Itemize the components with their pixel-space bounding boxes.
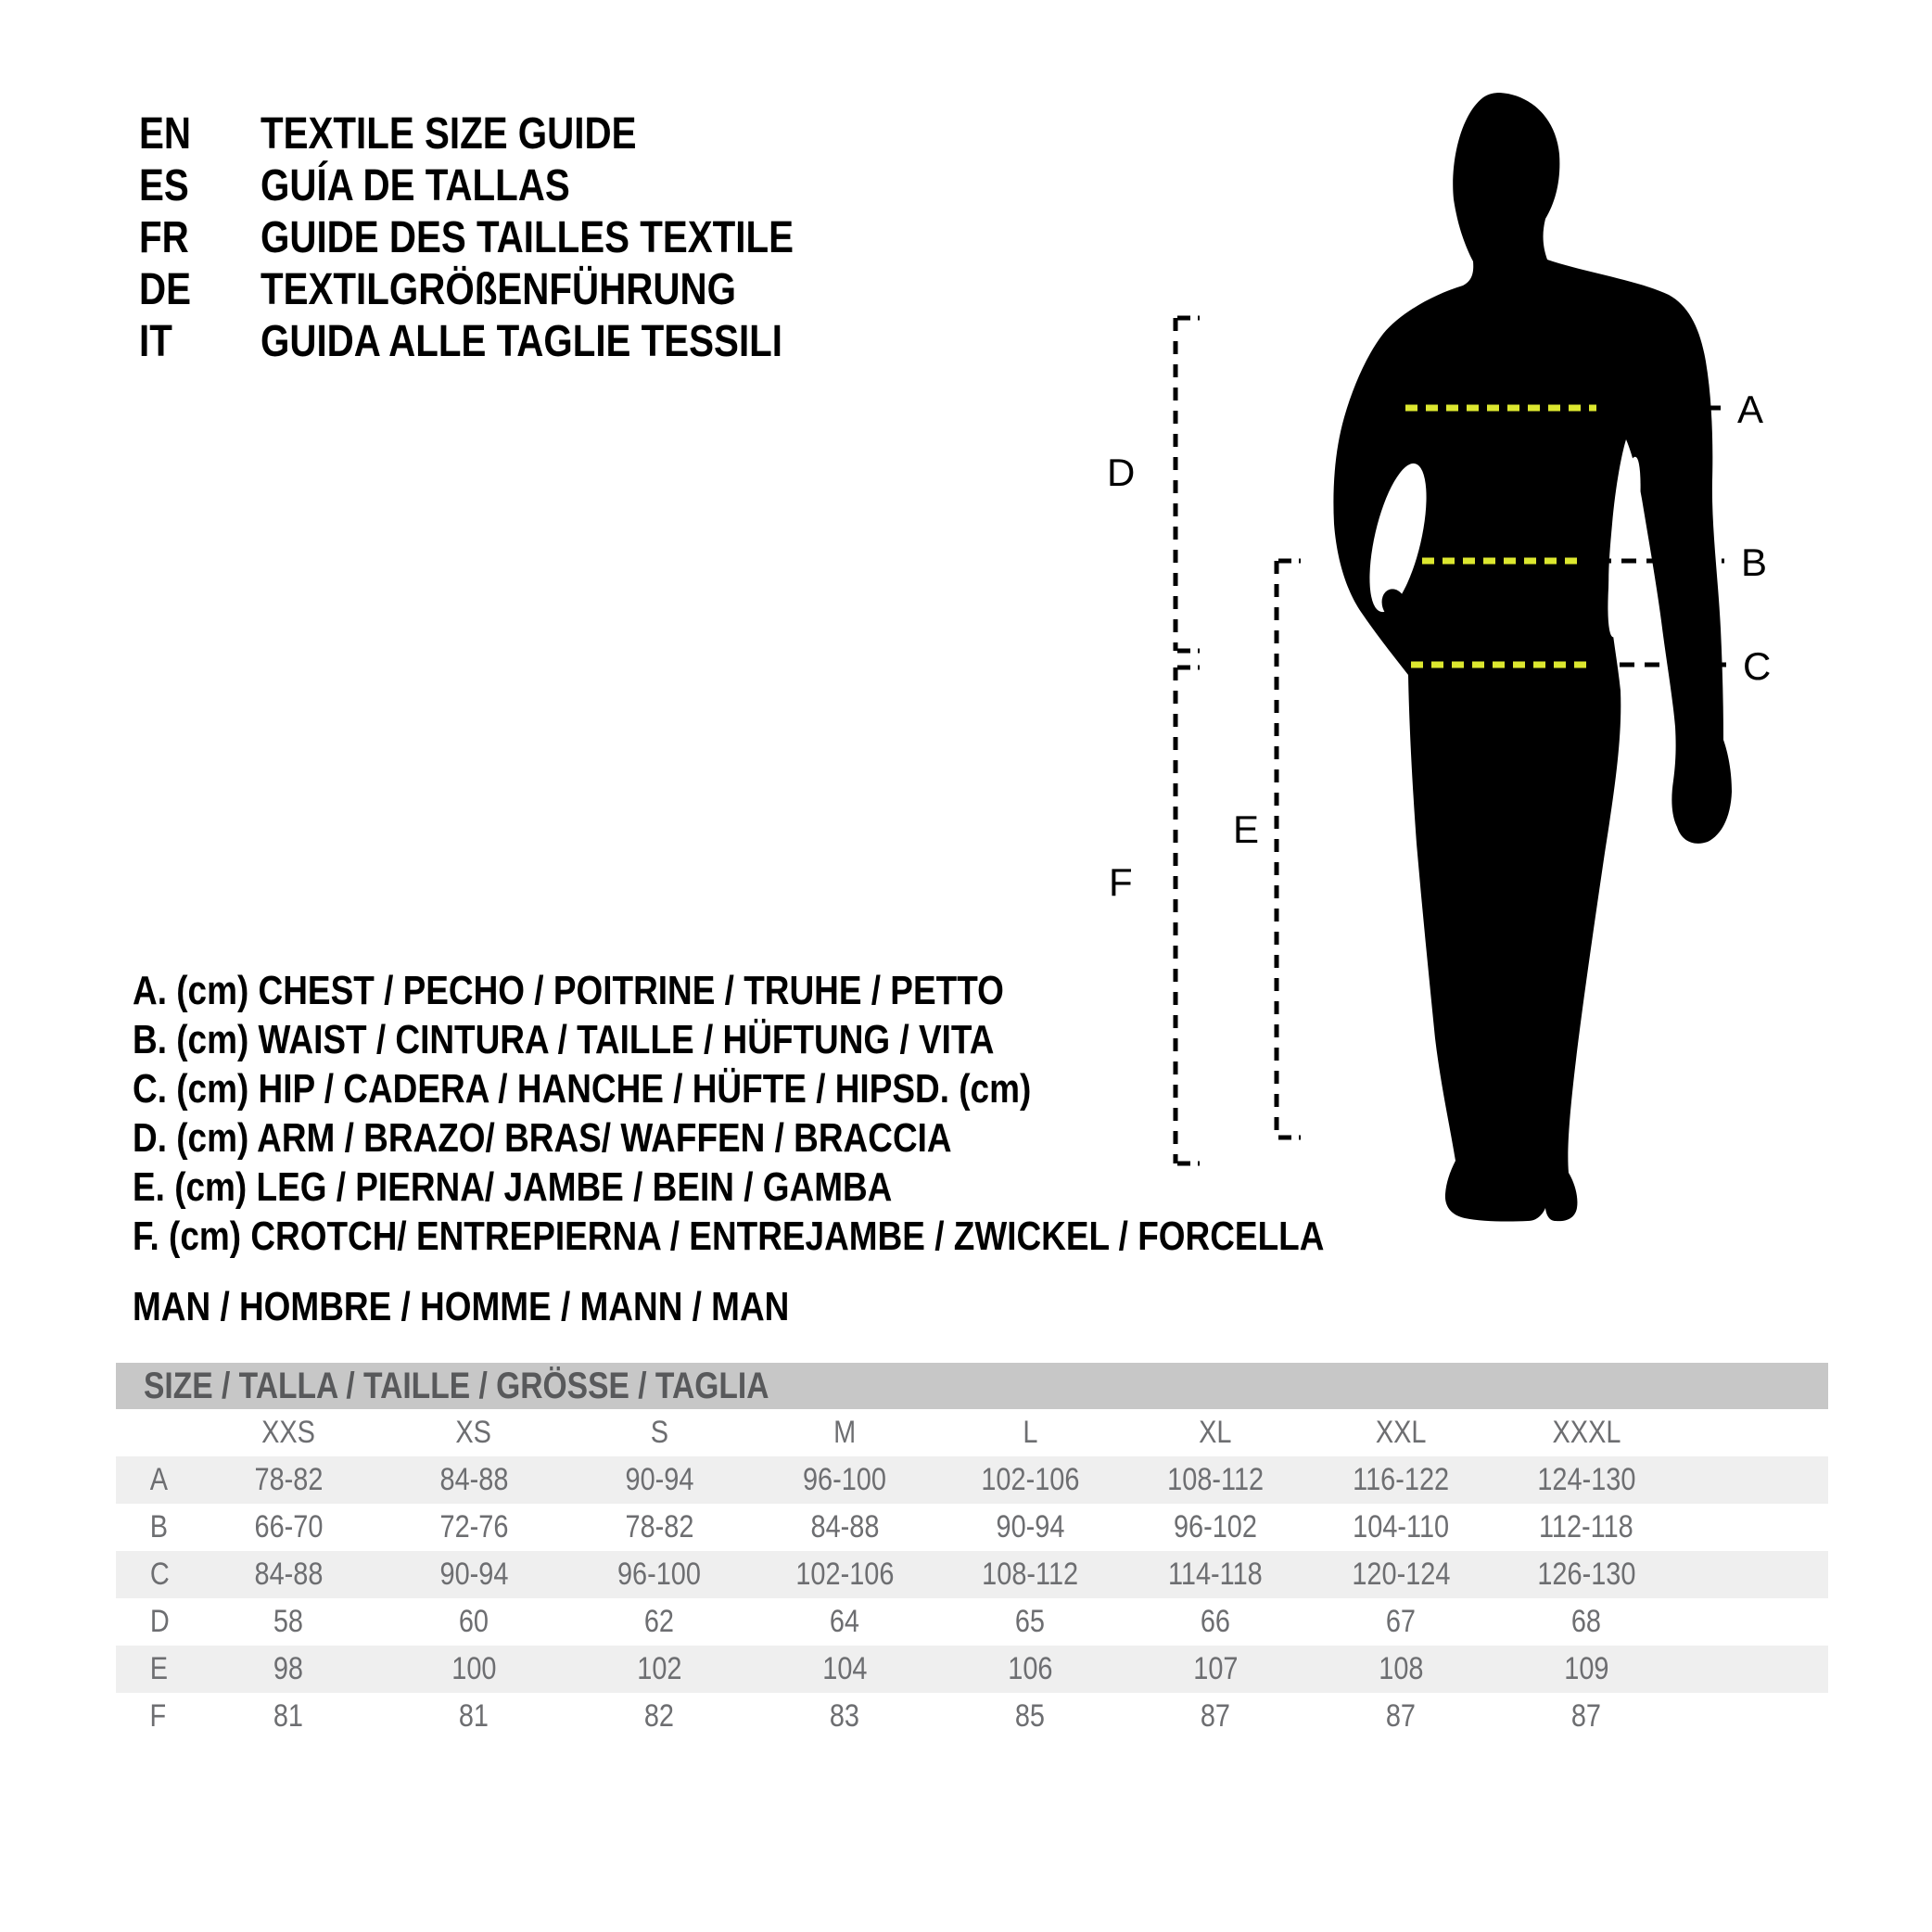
title-row-es xyxy=(139,159,896,211)
size-value-cell: 98 xyxy=(273,1651,304,1686)
size-value-cell: 78-82 xyxy=(254,1462,323,1497)
row-label: B xyxy=(149,1509,168,1544)
size-value-cell: 114-118 xyxy=(1168,1557,1263,1592)
size-column-header: XL xyxy=(1199,1415,1232,1450)
size-value-cell: 126-130 xyxy=(1536,1557,1636,1592)
size-value-cell: 84-88 xyxy=(810,1509,879,1544)
size-column-header: XXL xyxy=(1375,1415,1427,1450)
size-value-cell: 58 xyxy=(273,1604,304,1639)
size-value-cell: 109 xyxy=(1563,1651,1609,1686)
title-row-de xyxy=(139,263,896,315)
size-table-header-label: SIZE / TALLA / TAILLE / GRÖSSE / TAGLIA xyxy=(144,1365,769,1406)
size-value-cell: 66 xyxy=(1200,1604,1231,1639)
table-row-a xyxy=(116,1456,1828,1504)
legend-crotch: F. (cm) CROTCH/ ENTREPIERNA / ENTREJAMBE / ZWICKEL / FORCELLA xyxy=(133,1213,1325,1259)
measure-label-f: F xyxy=(1109,860,1133,904)
title-row-en xyxy=(139,108,896,159)
title-row-it xyxy=(139,315,896,367)
row-label: A xyxy=(149,1462,168,1497)
lang-code: FR xyxy=(139,212,189,262)
size-value-cell: 67 xyxy=(1385,1604,1417,1639)
size-value-cell: 104-110 xyxy=(1353,1509,1449,1544)
measure-label-a: A xyxy=(1737,388,1764,431)
size-value-cell: 65 xyxy=(1014,1604,1046,1639)
table-row-f xyxy=(116,1693,1828,1740)
lang-code: IT xyxy=(139,316,172,366)
size-value-cell: 84-88 xyxy=(254,1557,323,1592)
size-column-header: XXXL xyxy=(1552,1415,1621,1450)
lang-code: ES xyxy=(139,160,189,210)
size-value-cell: 108-112 xyxy=(982,1557,1078,1592)
size-value-cell: 81 xyxy=(458,1698,489,1734)
measure-label-b: B xyxy=(1741,540,1768,584)
size-value-cell: 83 xyxy=(829,1698,860,1734)
size-value-cell: 104 xyxy=(821,1651,868,1686)
category-label-row xyxy=(133,1282,914,1331)
size-table-body xyxy=(116,1456,1828,1740)
size-value-cell: 62 xyxy=(643,1604,675,1639)
size-table-section xyxy=(116,1363,1828,1740)
size-value-cell: 87 xyxy=(1385,1698,1417,1734)
size-value-cell: 106 xyxy=(1007,1651,1053,1686)
size-value-cell: 87 xyxy=(1570,1698,1602,1734)
table-row-b xyxy=(116,1504,1828,1551)
legend-chest: A. (cm) CHEST / PECHO / POITRINE / TRUHE / PETTO xyxy=(133,967,1004,1013)
measure-label-e: E xyxy=(1233,807,1260,851)
category-label: MAN / HOMBRE / HOMME / MANN / MAN xyxy=(133,1283,790,1329)
size-value-cell: 68 xyxy=(1570,1604,1602,1639)
table-row-c xyxy=(116,1551,1828,1598)
legend-hip: C. (cm) HIP / CADERA / HANCHE / HÜFTE / HIPSD. (cm) xyxy=(133,1065,1032,1112)
legend-waist: B. (cm) WAIST / CINTURA / TAILLE / HÜFTUNG / VITA xyxy=(133,1016,995,1062)
title-row-fr xyxy=(139,211,896,263)
size-table xyxy=(116,1409,1828,1740)
row-label: F xyxy=(149,1698,167,1734)
size-table-header-bar xyxy=(116,1363,1828,1409)
size-column-header: L xyxy=(1022,1415,1038,1450)
measure-label-c: C xyxy=(1743,644,1772,688)
row-label: C xyxy=(149,1557,170,1592)
lang-code: EN xyxy=(139,108,192,159)
size-value-cell: 82 xyxy=(643,1698,675,1734)
size-column-header: XXS xyxy=(261,1415,315,1450)
size-value-cell: 87 xyxy=(1200,1698,1231,1734)
legend-leg: E. (cm) LEG / PIERNA/ JAMBE / BEIN / GAMBA xyxy=(133,1163,893,1210)
size-value-cell: 108-112 xyxy=(1167,1462,1264,1497)
guide-title: TEXTILGRÖßENFÜHRUNG xyxy=(261,264,736,314)
guide-title: GUIDA ALLE TAGLIE TESSILI xyxy=(261,316,782,366)
size-value-cell: 116-122 xyxy=(1353,1462,1449,1497)
size-value-cell: 66-70 xyxy=(254,1509,323,1544)
size-value-cell: 108 xyxy=(1378,1651,1424,1686)
size-value-cell: 120-124 xyxy=(1351,1557,1451,1592)
size-value-cell: 96-100 xyxy=(617,1557,701,1592)
guide-title: TEXTILE SIZE GUIDE xyxy=(261,108,637,159)
size-value-cell: 90-94 xyxy=(996,1509,1064,1544)
size-value-cell: 90-94 xyxy=(439,1557,508,1592)
size-columns-spacer xyxy=(116,1409,196,1456)
lang-code: DE xyxy=(139,264,192,314)
size-value-cell: 102-106 xyxy=(794,1557,895,1592)
measure-legend xyxy=(133,966,1551,1261)
size-value-cell: 96-102 xyxy=(1174,1509,1257,1544)
size-value-cell: 64 xyxy=(829,1604,860,1639)
size-value-cell: 84-88 xyxy=(439,1462,508,1497)
size-value-cell: 90-94 xyxy=(625,1462,693,1497)
size-value-cell: 124-130 xyxy=(1536,1462,1636,1497)
size-value-cell: 100 xyxy=(451,1651,497,1686)
legend-arm: D. (cm) ARM / BRAZO/ BRAS/ WAFFEN / BRACCIA xyxy=(133,1114,952,1161)
size-value-cell: 107 xyxy=(1192,1651,1239,1686)
size-column-header: S xyxy=(650,1415,668,1450)
size-value-cell: 102-106 xyxy=(980,1462,1080,1497)
guide-title: GUIDE DES TAILLES TEXTILE xyxy=(261,212,794,262)
language-title-block xyxy=(139,108,896,367)
size-value-cell: 78-82 xyxy=(625,1509,693,1544)
measure-label-d: D xyxy=(1107,451,1136,494)
row-label: E xyxy=(149,1651,168,1686)
size-value-cell: 102 xyxy=(636,1651,682,1686)
size-value-cell: 72-76 xyxy=(439,1509,508,1544)
size-value-cell: 60 xyxy=(458,1604,489,1639)
size-value-cell: 112-118 xyxy=(1539,1509,1633,1544)
table-row-e xyxy=(116,1646,1828,1693)
row-label: D xyxy=(149,1604,170,1639)
size-column-header: XS xyxy=(455,1415,492,1450)
size-value-cell: 85 xyxy=(1014,1698,1046,1734)
size-column-header: M xyxy=(833,1415,857,1450)
table-row-d xyxy=(116,1598,1828,1646)
size-columns-row xyxy=(116,1409,1828,1456)
size-value-cell: 96-100 xyxy=(803,1462,886,1497)
size-value-cell: 81 xyxy=(273,1698,304,1734)
guide-title: GUÍA DE TALLAS xyxy=(261,160,570,210)
